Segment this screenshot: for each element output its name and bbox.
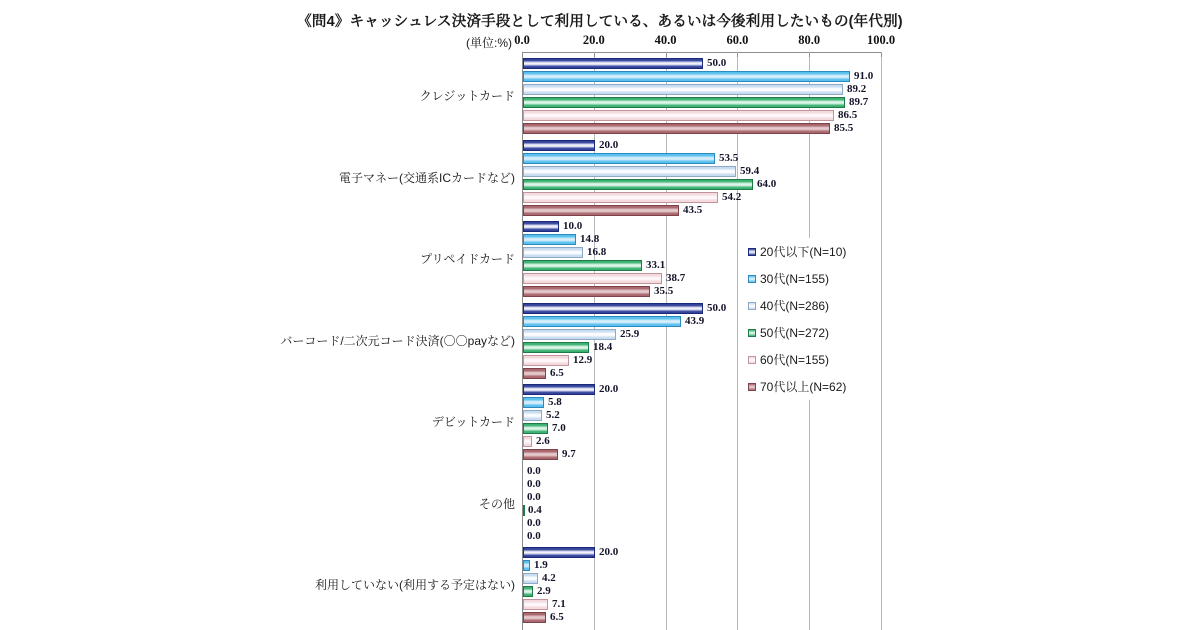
bar <box>523 260 642 271</box>
legend-swatch-icon <box>748 302 756 310</box>
bar-value-label: 20.0 <box>599 383 619 395</box>
legend-item <box>748 238 876 265</box>
bar <box>523 573 538 584</box>
bar <box>523 303 703 314</box>
bar-value-label: 2.6 <box>536 435 550 447</box>
bar-value-label: 7.0 <box>552 422 566 434</box>
bar-value-label: 25.9 <box>620 328 640 340</box>
bar <box>523 234 576 245</box>
bar-value-label: 1.9 <box>534 559 548 571</box>
bar <box>523 273 662 284</box>
bar-value-label: 86.5 <box>838 109 858 121</box>
bar-value-label: 9.7 <box>562 448 576 460</box>
bar <box>523 179 753 190</box>
x-axis-tick <box>881 53 882 57</box>
bar <box>523 586 533 597</box>
bar <box>523 423 548 434</box>
bar-value-label: 5.2 <box>546 409 560 421</box>
x-axis-tick <box>809 53 810 57</box>
legend-swatch-icon <box>748 356 756 364</box>
bar-value-label: 14.8 <box>580 233 600 245</box>
bar <box>523 286 650 297</box>
bar <box>523 58 703 69</box>
bar-value-label: 64.0 <box>757 178 777 190</box>
bar-value-label: 0.0 <box>527 478 541 490</box>
bar <box>523 71 850 82</box>
bar-value-label: 54.2 <box>722 191 742 203</box>
x-axis-tick <box>522 53 523 57</box>
legend-swatch-icon <box>748 383 756 391</box>
x-axis-tick <box>737 53 738 57</box>
category-label: デビットカード <box>431 415 515 429</box>
legend-label: 60代(N=155) <box>760 353 830 367</box>
bar <box>523 329 616 340</box>
bar-value-label: 59.4 <box>740 165 760 177</box>
bar-value-label: 53.5 <box>719 152 739 164</box>
y-axis-line <box>522 52 523 630</box>
bar <box>523 410 542 421</box>
unit-label: (単位:%) <box>466 36 512 50</box>
bar-value-label: 5.8 <box>548 396 562 408</box>
bar-value-label: 20.0 <box>599 139 619 151</box>
bar-value-label: 43.5 <box>683 204 703 216</box>
legend-item <box>748 265 876 292</box>
bar <box>523 547 595 558</box>
bar-value-label: 43.9 <box>685 315 705 327</box>
bar <box>523 505 525 516</box>
bar-value-label: 20.0 <box>599 546 619 558</box>
legend-item <box>748 292 876 319</box>
legend-label: 70代以上(N=62) <box>760 380 847 394</box>
bar <box>523 247 583 258</box>
bar <box>523 397 544 408</box>
bar-value-label: 7.1 <box>552 598 566 610</box>
bar-value-label: 6.5 <box>550 367 564 379</box>
bar <box>523 166 736 177</box>
bar-value-label: 0.0 <box>527 465 541 477</box>
bar-value-label: 2.9 <box>537 585 551 597</box>
category-label: バーコード/二次元コード決済(〇〇payなど) <box>280 334 515 348</box>
gridline <box>666 52 667 630</box>
bar <box>523 140 595 151</box>
x-axis-tick <box>666 53 667 57</box>
chart-title: 《問4》キャッシュレス決済手段として利用している、あるいは今後利用したいもの(年代別) <box>297 14 903 30</box>
bar-value-label: 91.0 <box>854 70 874 82</box>
bar <box>523 449 558 460</box>
x-tick-label: 80.0 <box>798 33 821 47</box>
legend-item <box>748 373 876 400</box>
category-label: その他 <box>478 497 515 511</box>
bar <box>523 355 569 366</box>
bar <box>523 192 718 203</box>
bar-value-label: 89.2 <box>847 83 867 95</box>
bar <box>523 560 530 571</box>
bar <box>523 97 845 108</box>
x-tick-label: 40.0 <box>654 33 677 47</box>
bar <box>523 123 830 134</box>
x-tick-label: 20.0 <box>582 33 605 47</box>
legend-item <box>748 319 876 346</box>
bar-value-label: 50.0 <box>707 57 727 69</box>
bar-value-label: 10.0 <box>563 220 583 232</box>
bar <box>523 342 589 353</box>
bar <box>523 436 532 447</box>
bar-value-label: 35.5 <box>654 285 674 297</box>
bar-value-label: 0.0 <box>527 517 541 529</box>
bar <box>523 368 546 379</box>
legend-swatch-icon <box>748 275 756 283</box>
gridline <box>881 52 882 630</box>
legend-label: 20代以下(N=10) <box>760 245 847 259</box>
bar-value-label: 16.8 <box>587 246 607 258</box>
bar <box>523 612 546 623</box>
bar-value-label: 33.1 <box>646 259 666 271</box>
bar-value-label: 0.0 <box>527 530 541 542</box>
bar-value-label: 89.7 <box>849 96 869 108</box>
bar <box>523 205 679 216</box>
legend-swatch-icon <box>748 248 756 256</box>
legend-item <box>748 346 876 373</box>
legend-label: 40代(N=286) <box>760 299 830 313</box>
x-tick-label: 0.0 <box>514 33 530 47</box>
bar-value-label: 0.0 <box>527 491 541 503</box>
bar <box>523 110 834 121</box>
legend-label: 50代(N=272) <box>760 326 830 340</box>
x-axis-tick <box>594 53 595 57</box>
bar-value-label: 18.4 <box>593 341 613 353</box>
bar <box>523 153 715 164</box>
legend-label: 30代(N=155) <box>760 272 830 286</box>
category-label: プリペイドカード <box>420 252 515 266</box>
bar-value-label: 6.5 <box>550 611 564 623</box>
category-label: 電子マネー(交通系ICカードなど) <box>339 171 515 185</box>
bar-value-label: 85.5 <box>834 122 854 134</box>
category-label: クレジットカード <box>419 89 515 103</box>
bar <box>523 384 595 395</box>
bar-value-label: 4.2 <box>542 572 556 584</box>
gridline <box>737 52 738 630</box>
legend <box>748 238 876 400</box>
bar-value-label: 12.9 <box>573 354 593 366</box>
bar <box>523 599 548 610</box>
bar-value-label: 50.0 <box>707 302 727 314</box>
category-label: 利用していない(利用する予定はない) <box>315 578 515 592</box>
legend-swatch-icon <box>748 329 756 337</box>
bar <box>523 221 559 232</box>
x-tick-label: 100.0 <box>866 33 896 47</box>
x-tick-label: 60.0 <box>726 33 749 47</box>
x-axis-line <box>522 52 882 53</box>
bar <box>523 84 843 95</box>
bar <box>523 316 681 327</box>
bar-value-label: 38.7 <box>666 272 686 284</box>
bar-value-label: 0.4 <box>528 504 542 516</box>
